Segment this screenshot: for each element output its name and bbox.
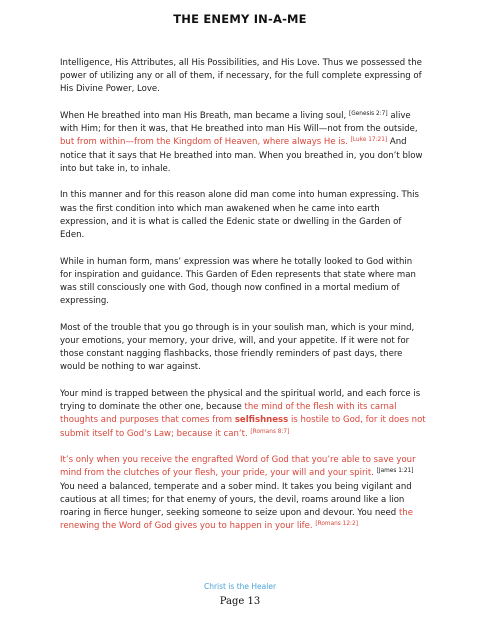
paragraph-7-text-1: You need a balanced, temperate and a sober mind. It takes you being vigilant and cautious at all times; for that enemy of yours, the devil, roams around like a lion roaring in fierce hunger, seeking someone to seize upon and devour. You need: [60, 481, 412, 519]
paragraph-6: [60, 388, 426, 441]
scripture-ref-james: [James 1:21]: [376, 468, 414, 475]
paragraph-7: [60, 454, 426, 533]
document-body: [60, 57, 426, 547]
paragraph-4: While in human form, mans’ expression was where he totally looked to God within for inspiration and guidance. This Garden of Eden represents that state where man was still consciously one with God, though now confined in a mortal medium of expressing.: [60, 256, 416, 307]
scripture-ref-romans-8: [Romans 8:7]: [250, 428, 290, 435]
paragraph-1: Intelligence, His Attributes, all His Possibilities, and His Love. Thus we possessed the power of utilizing any or all of them, if necessary, for the full complete expressing of His Divine Power, Love.: [60, 58, 422, 95]
scripture-ref-luke: [Luke 17:21]: [350, 137, 388, 144]
paragraph-2-highlight: but from within—from the Kingdom of Heaven, where always He is.: [60, 137, 348, 148]
paragraph-6-text-1: Your mind is trapped between the physical and the spiritual world, and each force is trying to dominate the other one, because: [60, 389, 421, 413]
page-header-title: THE ENEMY IN-A-ME: [173, 12, 307, 26]
paragraph-6-highlight-bold: selfishness: [234, 415, 289, 426]
paragraph-2: [60, 110, 426, 176]
paragraph-3: In this manner and for this reason alone did man come into human expressing. This was the first condition into which man awakened when he came into earth expression, and it is what is called the Edenic state or dwelling in the Garden of Eden.: [60, 190, 419, 241]
paragraph-2-text-2: alive with Him; for then it was, that He breathed into man His Will—not from the outside,: [60, 111, 418, 135]
paragraph-2-text-3: And notice that it says that He breathed into man. When you breathed in, you don’t blow into but take in, to inhale.: [60, 137, 423, 174]
paragraph-7-highlight-1: It’s only when you receive the engrafted Word of God that you’re able to save your mind from the clutches of your flesh, your pride, your will and your spirit.: [60, 455, 416, 479]
page-number: Page 13: [219, 596, 261, 607]
scripture-ref-genesis: [Genesis 2:7]: [348, 111, 388, 117]
paragraph-7-highlight-2: the renewing the Word of God gives you to happen in your life.: [60, 508, 413, 532]
footer-label: Christ is the Healer: [203, 582, 277, 591]
paragraph-2-text-1: When He breathed into man His Breath, man became a living soul,: [60, 111, 347, 121]
scripture-ref-romans-12: [Romans 12:2]: [315, 521, 358, 528]
paragraph-5: Most of the trouble that you go through is in your soulish man, which is your mind, your emotions, your memory, your drive, will, and your appetite. If it were not for those constant nagging flashbacks, those friendly reminders of past days, there would be nothing to war against.: [60, 322, 415, 373]
paragraph-6-highlight-2: is hostile to God, for it does not submit itself to God’s Law; because it can’t.: [60, 415, 426, 439]
paragraph-6-highlight-1: the mind of the flesh with its carnal thoughts and purposes that comes from: [60, 402, 397, 426]
